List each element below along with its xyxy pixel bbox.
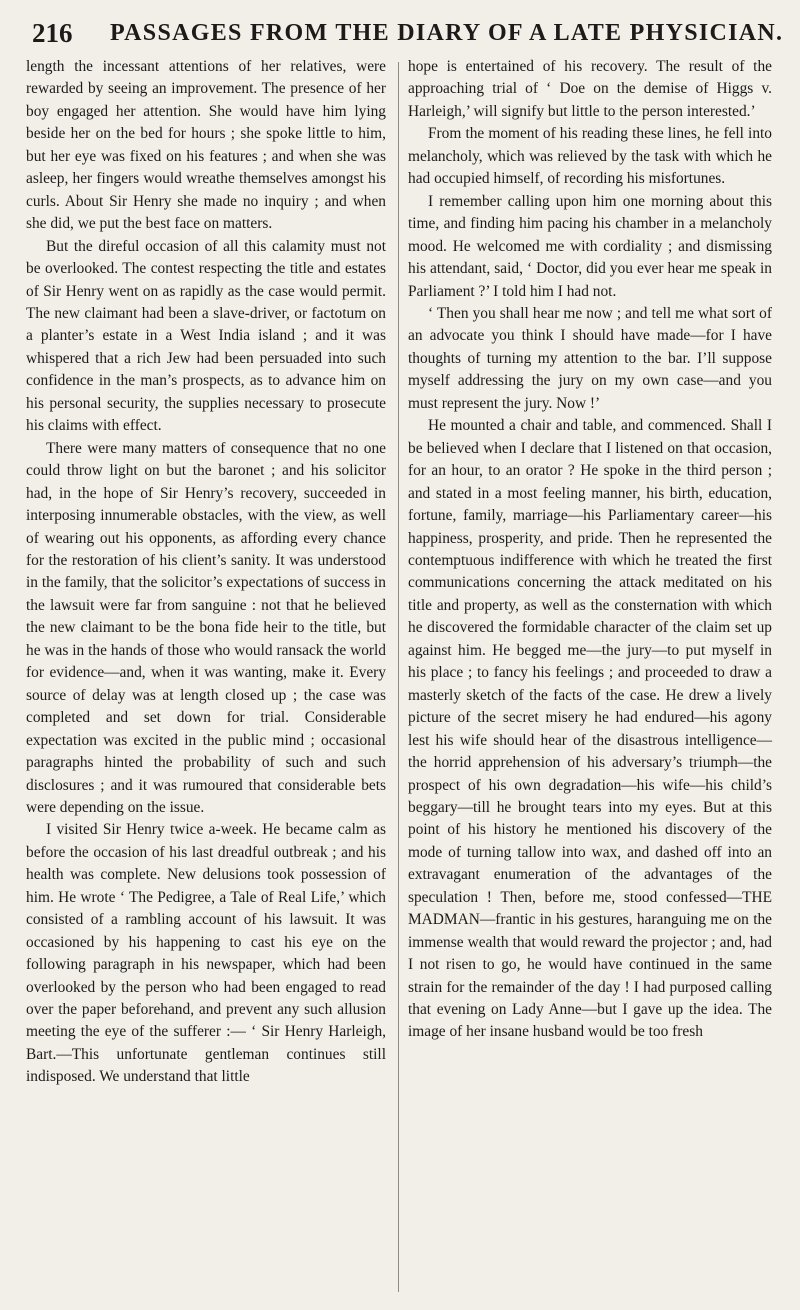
running-title: PASSAGES FROM THE DIARY OF A LATE PHYSICIAN. [110,20,784,46]
paragraph: length the incessant attentions of her relatives, were rewarded by seeing an improvement. The presence of her boy engaged her attention. She would have him lying beside her on the bed for hours ; she spoke little to him, but her eye was fixed on his features ; and when she was asleep, her fingers would wreathe themselves amongst his curls. About Sir Henry she made no inquiry ; and when she did, we put the best face on matters. [26,58,386,233]
paragraph: ‘ Then you shall hear me now ; and tell me what sort of an advocate you think I should have made—for I have thoughts of turning my attention to the bar. I’ll suppose myself addressing the jury on my own case—and you must represent the jury. Now !’ [408,304,772,412]
page-number: 216 [32,18,73,48]
left-column [26,56,386,1089]
paragraph: I visited Sir Henry twice a-week. He became calm as before the occasion of his last dreadful outbreak ; and his health was complete. New delusions took possession of him. He wrote ‘ The Pedigree, a Tale of Real Life,’ which consisted of a rambling account of his lawsuit. It was occasioned by his happening to cast his eye on the following paragraph in his newspaper, which had been overlooked by the person who had been engaged to read over the paper beforehand, and prevent any such allusion meeting the eye of the sufferer :— ‘ Sir Henry Harleigh, Bart.—This unfortunate gentleman continues still indisposed. We understand that little [26,821,386,1086]
right-column [408,56,772,1044]
page-header [26,14,784,50]
paragraph: hope is entertained of his recovery. The result of the approaching trial of ‘ Doe on the demise of Higgs v. Harleigh,’ will signify but little to the person interested.’ [408,58,772,120]
paragraph: I remember calling upon him one morning about this time, and finding him pacing his chamber in a melancholy mood. He welcomed me with cordiality ; and dismissing his attendant, said, ‘ Doctor, did you ever hear me speak in Parliament ?’ I told him I had not. [408,192,772,300]
paragraph: There were many matters of consequence that no one could throw light on but the baronet ; and his solicitor had, in the hope of Sir Henry’s recovery, succeeded in interposing innumerable obstacles, with the view, as well of wearing out his opponents, as affording every chance for the restoration of his client’s sanity. It was understood in the family, that the solicitor’s expectations of success in the lawsuit were far from sanguine : not that he believed the new claimant to be the bona fide heir to the title, but he was in the hands of those who would ransack the world for evidence—and, when it was wanting, make it. Every source of delay was at length closed up ; the case was completed and set down for trial. Considerable expectation was excited in the public mind ; occasional paragraphs hinted the probability of such and such disclosures ; and it was rumoured that considerable bets were depending on the issue. [26,439,386,816]
paragraph: From the moment of his reading these lines, he fell into melancholy, which was relieved by the task with which he had occupied himself, of recording his misfortunes. [408,125,772,188]
column-divider [398,62,399,1292]
paragraph: But the direful occasion of all this calamity must not be overlooked. The contest respecting the title and estates of Sir Henry went on as rapidly as the case would permit. The new claimant had been a slave-driver, or factotum on a planter’s estate in a West India island ; and it was whispered that a rich Jew had been persuaded into such confidence in the man’s prospects, as to advance him on his personal security, the supplies necessary to prosecute his claims with effect. [26,237,386,435]
paragraph: He mounted a chair and table, and commenced. Shall I be believed when I declare that I listened on that occasion, for an hour, to an orator ? He spoke in the third person ; and stated in a most feeling manner, his birth, education, fortune, family, marriage—his Parliamentary career—his happiness, prosperity, and pride. Then he represented the contemptuous indifference with which he treated the first communications concerning the attack meditated on his title and property, as well as the consternation with which he discovered the formidable character of the claim set up against him. He begged me—the jury—to put myself in his place ; to fancy his feelings ; and proceeded to draw a masterly sketch of the facts of the case. He drew a lively picture of the secret misery he had endured—his agony lest his wife should hear of the disastrous intelligence—the horrid apprehension of his adversary’s triumph—the prospect of his own degradation—his wife—his child’s beggary—till he brought tears into my eyes. But at this point of his history he mentioned his discovery of the mode of turning tallow into wax, and dashed off into an extravagant enumeration of the advantages of the speculation ! Then, before me, stood confessed—THE MADMAN—frantic in his gestures, haranguing me on the immense wealth that would reward the projector ; and, had I not risen to go, he would have continued in the same strain for the remainder of the day ! I had purposed calling that evening on Lady Anne—but I gave up the idea. The image of her insane husband would be too fresh [408,417,772,1041]
